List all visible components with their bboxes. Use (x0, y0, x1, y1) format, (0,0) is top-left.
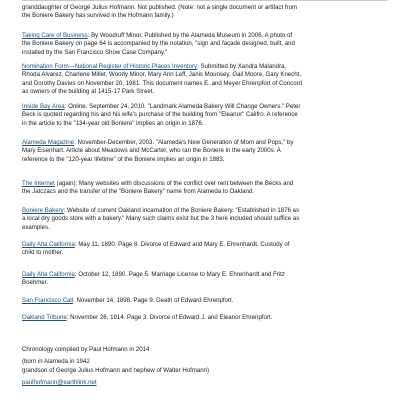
entry-text: Mary Eisenhart. Article about Meadows and McCarter, who ran the Boniere in the early 2000s. A (22, 147, 281, 155)
entry-line (22, 40, 388, 48)
entry-text: : November-December, 2003. "Alameda's New Generation of Mom and Pops," by (74, 139, 294, 146)
entry-line (22, 147, 388, 155)
entry-line (22, 241, 388, 249)
entry-text: : November 26, 1914. Page 3. Divorce of Edward J. and Eleanor Ehrenpfort. (66, 314, 273, 321)
entry-line (22, 32, 388, 40)
entry-line (22, 180, 388, 188)
entry-title: Boniere Bakery (22, 207, 64, 214)
grandson-line: grandson of George Julius Hofmann and nephew of Walter Hofmann) (22, 366, 210, 374)
entry-title: Taking Care of Business (22, 32, 88, 39)
entry-text: and Dorothy Davies on November 20, 1981. This document names E. and Meyer Ehrenpfort of Concord (22, 79, 303, 87)
entry-text: : Submitted by Xandra Malandra, (197, 63, 287, 70)
entry-text: Rhoda Alvarez, Charlene Millet, Woody Minor, Mary Ann Leff, Janis Mounsey, Gail Moore, Gary Knecht, (22, 71, 302, 79)
entry-text: (again): Many websites with discussions of the conflict over rent between the Becks and (54, 180, 294, 187)
reference-entry-daily-alta-1 (22, 241, 388, 258)
reference-entry-sf-call (22, 297, 388, 305)
entry-line (22, 103, 388, 111)
entry-line (22, 139, 388, 147)
entry-text: reference to the "120-year lifetime" of the Boniere implies an origin in 1883. (22, 155, 225, 163)
entry-line (22, 271, 388, 279)
entry-text: a local dry goods store with a bakery." Many such claims exist but the 3 here included should suffice as (22, 215, 300, 223)
entry-title: Daily Alta California (22, 271, 75, 278)
entry-line (22, 12, 388, 20)
entry-line (22, 279, 388, 287)
entry-text: Beck is quoted regarding his and his wife's purchase of the building from "Eleanor" Califro. A reference (22, 111, 298, 119)
entry-text: : May 11, 1890. Page 8. Divorce of Edward and Mary E. Ehrenhardt. Custody of (74, 241, 290, 248)
entry-text: examples. (22, 223, 50, 231)
entry-line (22, 224, 388, 232)
entry-text: Boehmer. (22, 279, 49, 287)
born-line: (born in Alameda in 1942 (22, 358, 90, 366)
entry-line (22, 4, 388, 12)
entry-title: Oakland Tribune (22, 314, 67, 321)
entry-title: San Francisco Call (22, 297, 74, 304)
entry-text: : November 14, 1898. Page 9. Death of Edward Ehrenpfort. (73, 297, 234, 304)
reference-entry-alameda-magazine (22, 139, 388, 164)
entry-line (22, 188, 388, 196)
entry-line (22, 120, 388, 128)
page-top-divider (22, 0, 388, 1)
entry-text: the Boniere Bakery has survived in the Hofmann family.) (22, 12, 174, 20)
entry-text: in the article to the "134-year old Boniere" implies an origin in 1876. (22, 119, 204, 127)
entry-title: Alameda Magazine (22, 139, 75, 146)
entry-line (22, 63, 388, 71)
entry-line (22, 111, 388, 119)
reference-entry-oakland-tribune (22, 314, 388, 322)
reference-entry-nomination (22, 63, 388, 97)
entry-line (22, 249, 388, 257)
entry-title: The Internet (22, 180, 55, 187)
compiled-by-line: Chronology compiled by Paul Hofmann in 2014 (22, 346, 150, 353)
reference-entry-internet (22, 180, 388, 197)
entry-text: installed by the San Francisco Show Case Company." (22, 48, 168, 56)
entry-text: : Online. September 24, 2010. "Landmark Alameda Bakery Will Change Owners." Peter (64, 103, 301, 110)
entry-line (22, 215, 388, 223)
entry-line (22, 88, 388, 96)
reference-entry-inside-bay-area (22, 103, 388, 128)
email-link[interactable]: paulhofmann@earthlink.net (22, 379, 97, 387)
entry-title: Inside Bay Area (22, 103, 65, 110)
entry-text: granddaughter of George Julius Hofmann. Not published. (Note: not a single document or artifact from (22, 4, 298, 11)
entry-line (22, 71, 388, 79)
entry-line (22, 297, 388, 305)
entry-text: : By Woodruff Minor. Published by the Alameda Museum in 2006. A photo of (87, 32, 293, 39)
entry-title: Daily Alta California (22, 241, 75, 248)
entry-line (22, 80, 388, 88)
entry-text: as owners of the building at 1415-17 Park Street. (22, 88, 155, 96)
entry-title: Nomination Form—National Register of Historic Places Inventory (22, 63, 198, 70)
entry-line (22, 314, 388, 322)
entry-text: : October 12, 1890. Page 5. Marriage License to Mary E. Ehrenhardt and Fritz (74, 271, 285, 278)
entry-line (22, 156, 388, 164)
reference-entry-taking-care (22, 32, 388, 57)
entry-line (22, 49, 388, 57)
entry-line (22, 207, 388, 215)
footer-block (22, 346, 388, 388)
reference-entry-boniere-bakery (22, 207, 388, 232)
entry-text: child to mother. (22, 249, 64, 257)
entry-text: the Boniere Bakery on page 64 is accompanied by the notation, "sign and façade designed, built, and (22, 40, 295, 48)
entry-text: the Jatczacs and the transfer of the "Boniere Bakery" name from Alameda to Oakland. (22, 188, 254, 196)
reference-entry-daily-alta-2 (22, 271, 388, 288)
entry-text: : Website of current Oakland incarnation of the Boniere Bakery. "Established in 1876 as (63, 207, 299, 214)
reference-entry-intro (22, 4, 388, 21)
document-page (22, 0, 388, 400)
